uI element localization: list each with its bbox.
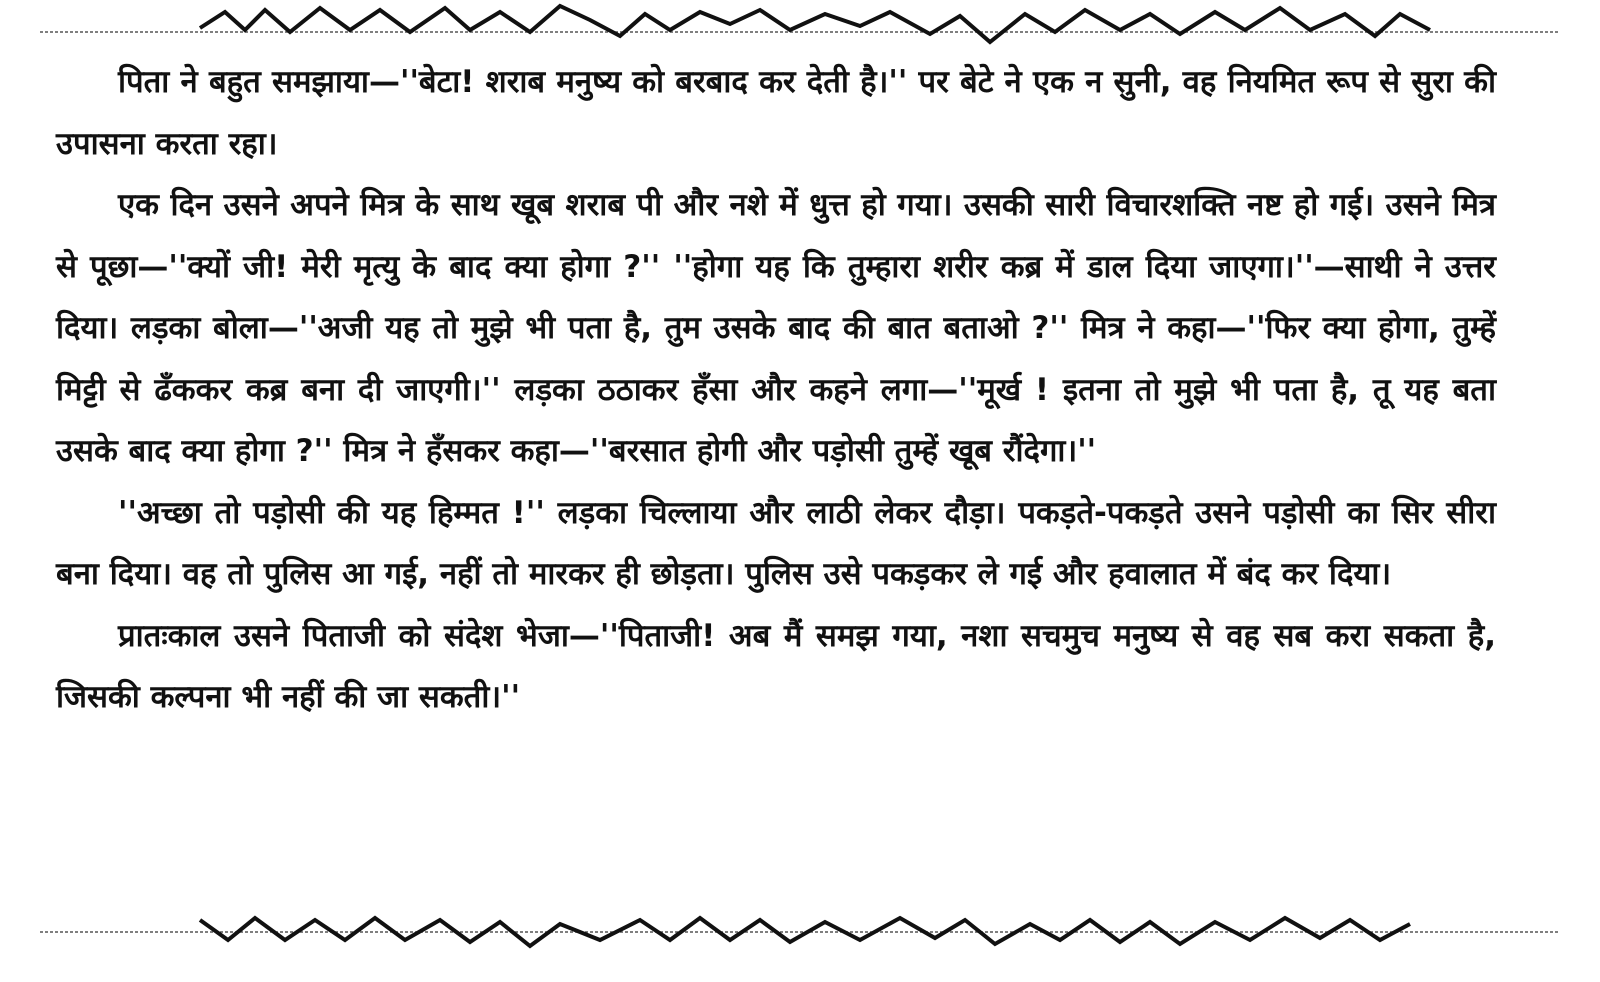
paragraph-2: एक दिन उसने अपने मित्र के साथ खूब शराब पी और नशे में धुत्त हो गया। उसकी सारी विचारशक्ति नष्ट हो गई। उसने मित्र से पूछा—''क्यों जी! मेरी मृत्यु के बाद क्या होगा ?'' ''होगा यह कि तुम्हारा शरीर कब्र में डाल दिया जाएगा।''—साथी ने उत्तर दिया। लड़का बोला—''अजी यह तो मुझे भी पता है, तुम उसके बाद की बात बताओ ?'' मित्र ने कहा—''फिर क्या होगा, तुम्हें मिट्टी से ढँककर कब्र बना दी जाएगी।'' लड़का ठठाकर हँसा और कहने लगा—''मूर्ख ! इतना तो मुझे भी पता है, तू यह बता उसके बाद क्या होगा ?'' मित्र ने हँसकर कहा—''बरसात होगी और पड़ोसी तुम्हें खूब रौंदेगा।'' bbox=[56, 187, 1496, 469]
paragraph-3: ''अच्छा तो पड़ोसी की यह हिम्मत !'' लड़का चिल्लाया और लाठी लेकर दौड़ा। पकड़ते-पकड़ते उसने पड़ोसी का सिर सीरा बना दिया। वह तो पुलिस आ गई, नहीं तो मारकर ही छोड़ता। पुलिस उसे पकड़कर ले गई और हवालात में बंद कर दिया। bbox=[56, 494, 1496, 592]
paragraph-1: पिता ने बहुत समझाया—''बेटा! शराब मनुष्य को बरबाद कर देती है।'' पर बेटे ने एक न सुनी, वह नियमित रूप से सुरा की उपासना करता रहा। bbox=[56, 64, 1496, 162]
passage-body bbox=[56, 52, 1496, 729]
paragraph-4: प्रातःकाल उसने पिताजी को संदेश भेजा—''पिताजी! अब मैं समझ गया, नशा सचमुच मनुष्य से वह सब करा सकता है, जिसकी कल्पना भी नहीं की जा सकती।'' bbox=[56, 617, 1496, 715]
top-zigzag-border bbox=[0, 0, 1600, 60]
bottom-zigzag-border bbox=[0, 910, 1600, 970]
